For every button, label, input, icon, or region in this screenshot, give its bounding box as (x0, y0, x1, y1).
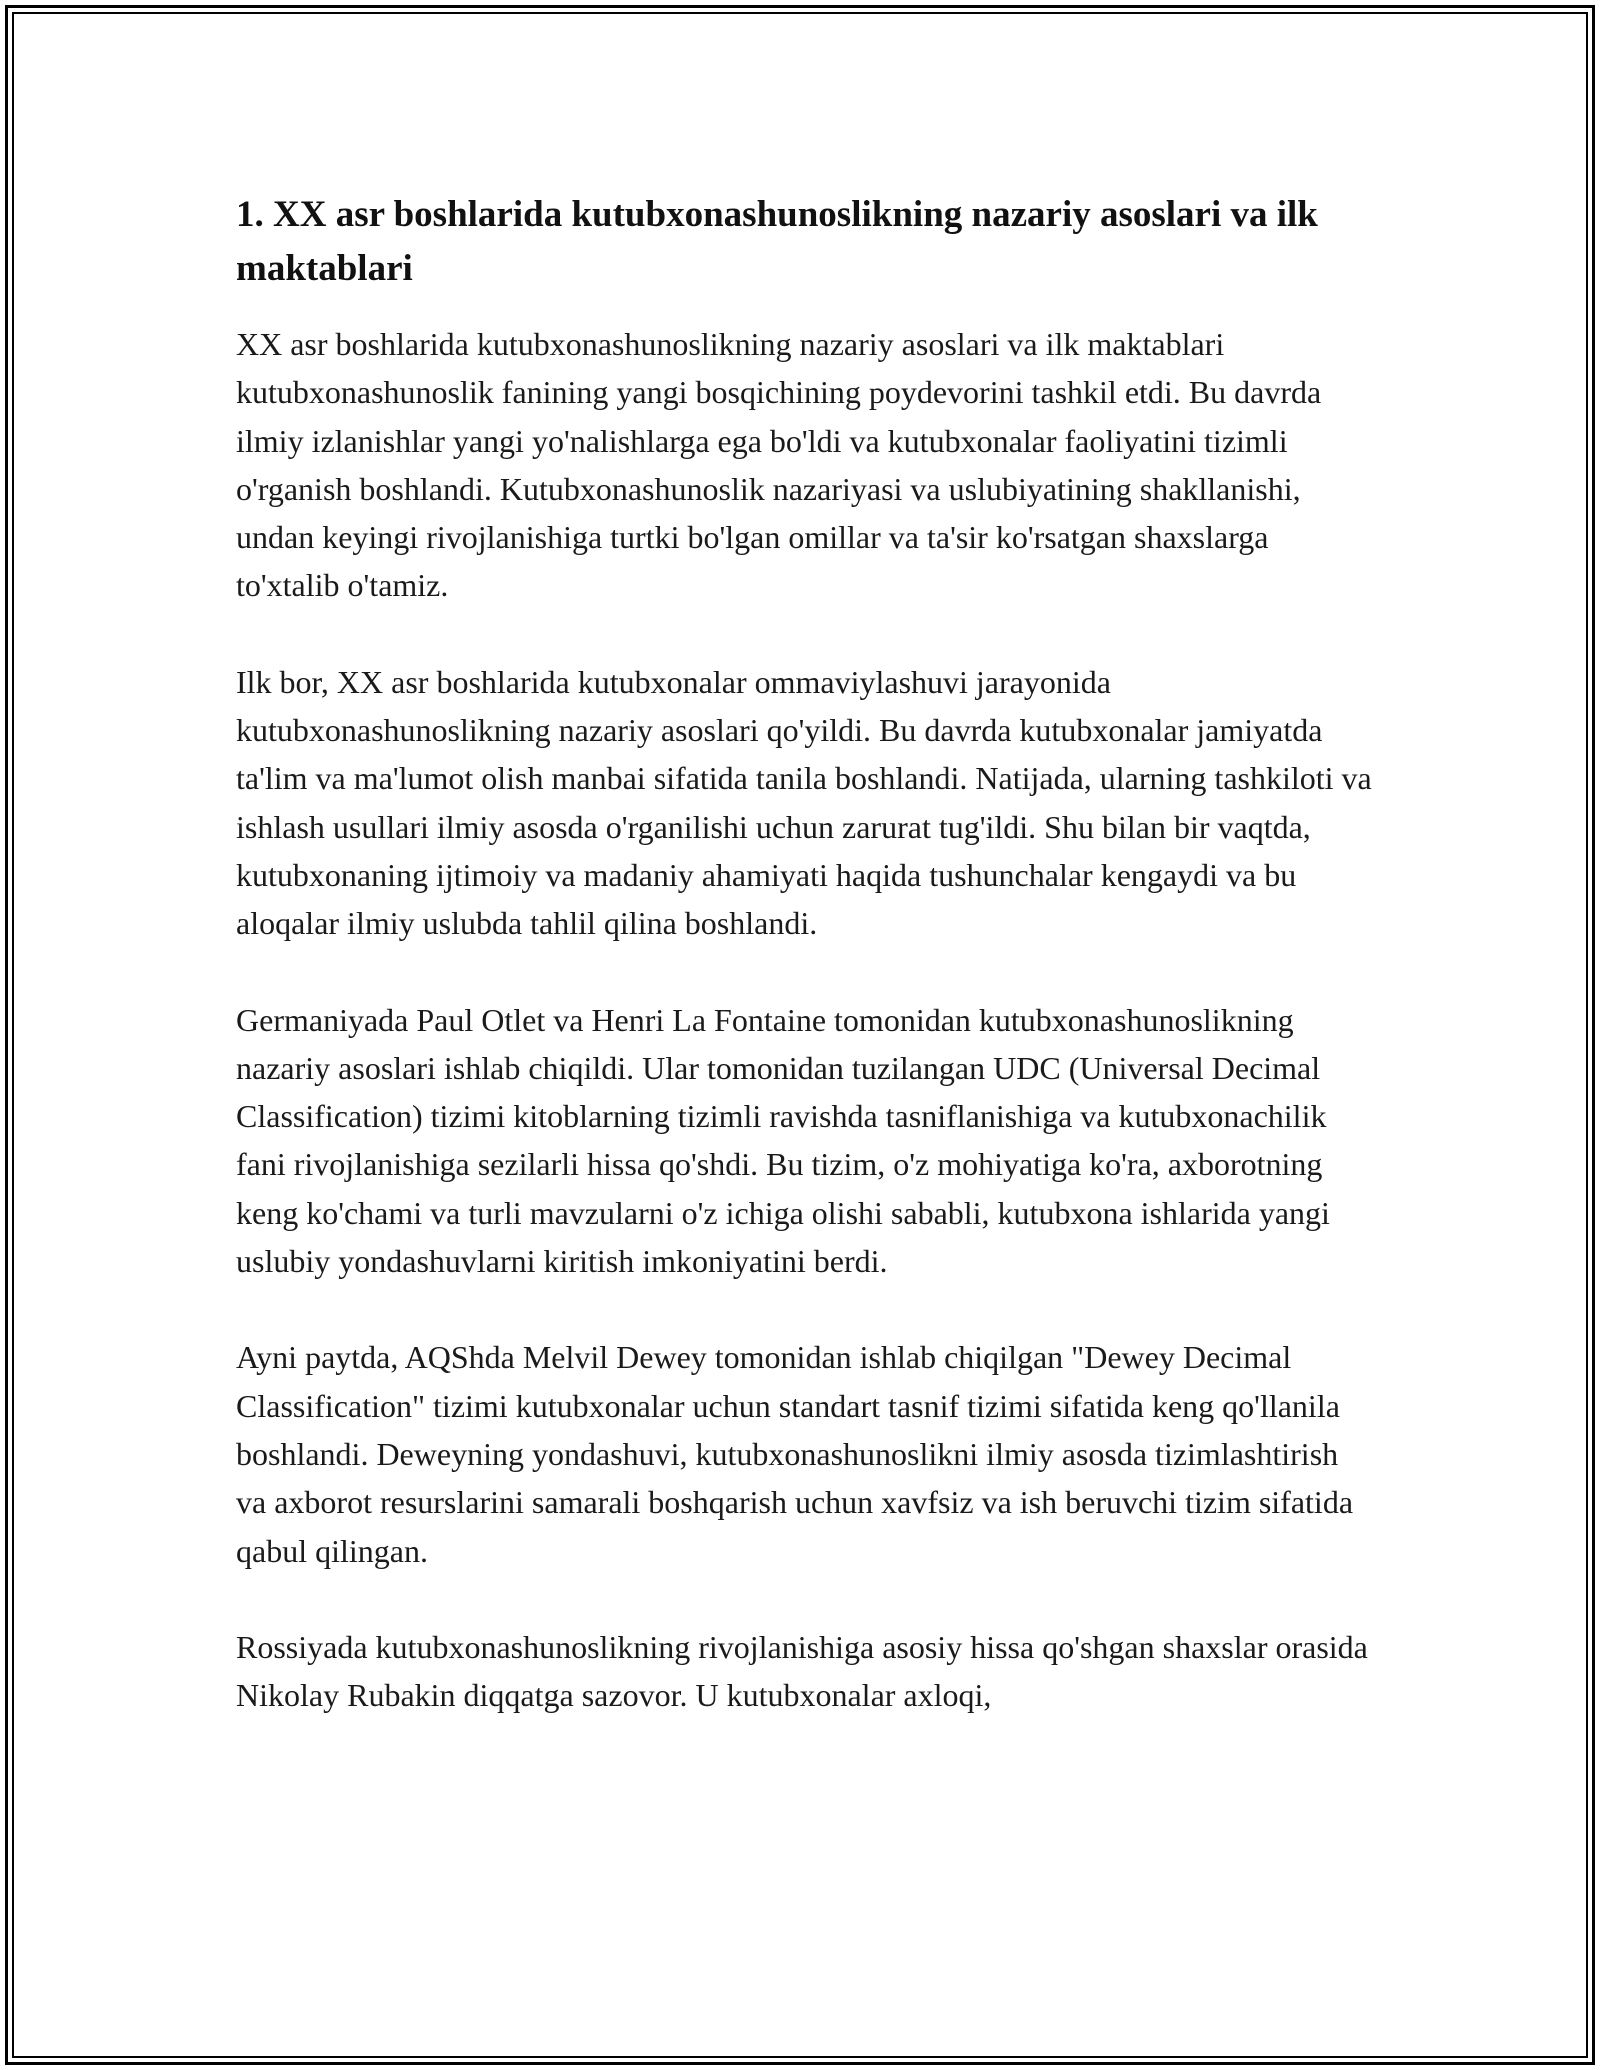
paragraph-3: Germaniyada Paul Otlet va Henri La Fontaine tomonidan kutubxonashunoslikning nazariy asoslari ishlab chiqildi. Ular tomonidan tuzilangan UDC (Universal Decimal Classification) tizimi kitoblarning tizimli ravishda tasniflanishiga va kutubxonachilik fani rivojlanishiga sezilarli hissa qo'shdi. Bu tizim, o'z mohiyatiga ko'ra, axborotning keng ko'chami va turli mavzularni o'z ichiga olishi sababli, kutubxona ishlarida yangi uslubiy yondashuvlarni kiritish imkoniyatini berdi. (236, 1001, 1330, 1280)
paragraph-1: XX asr boshlarida kutubxonashunoslikning nazariy asoslari va ilk maktablari kutubxonashunoslik fanining yangi bosqichining poydevorini tashkil etdi. Bu davrda ilmiy izlanishlar yangi yo'nalishlarga ega bo'ldi va kutubxonalar faoliyatini tizimli o'rganish boshlandi. Kutubxonashunoslik nazariyasi va uslubiyatining shakllanishi, undan keyingi rivojlanishiga turtki bo'lgan omillar va ta'sir ko'rsatgan shaxslarga to'xtalib o'tamiz. (236, 326, 1322, 604)
paragraph-2: Ilk bor, XX asr boshlarida kutubxonalar ommaviylashuvi jarayonida kutubxonashunoslikning nazariy asoslari qo'yildi. Bu davrda kutubxonalar jamiyatda ta'lim va ma'lumot olish manbai sifatida tanila boshlandi. Natijada, ularning tashkiloti va ishlash usullari ilmiy asosda o'rganilishi uchun zarurat tug'ildi. Shu bilan bir vaqtda, kutubxonaning ijtimoiy va madaniy ahamiyati haqida tushunchalar kengaydi va bu aloqalar ilmiy uslubda tahlil qilina boshlandi. (236, 663, 1372, 942)
section-heading: 1. XX asr boshlarida kutubxonashunoslikning nazariy asoslari va ilk maktablari (236, 194, 1318, 289)
document-body (236, 188, 1376, 1767)
paragraph-4: Ayni paytda, AQShda Melvil Dewey tomonidan ishlab chiqilgan "Dewey Decimal Classification" tizimi kutubxonalar uchun standart tasnif tizimi sifatida keng qo'llanila boshlandi. Deweyning yondashuvi, kutubxonashunoslikni ilmiy asosda tizimlashtirish va axborot resurslarini samarali boshqarish uchun xavfsiz va ish beruvchi tizim sifatida qabul qilingan. (236, 1339, 1354, 1569)
paragraph-5: Rossiyada kutubxonashunoslikning rivojlanishiga asosiy hissa qo'shgan shaxslar orasida Nikolay Rubakin diqqatga sazovor. U kutubxonalar axloqi, (236, 1628, 1368, 1714)
